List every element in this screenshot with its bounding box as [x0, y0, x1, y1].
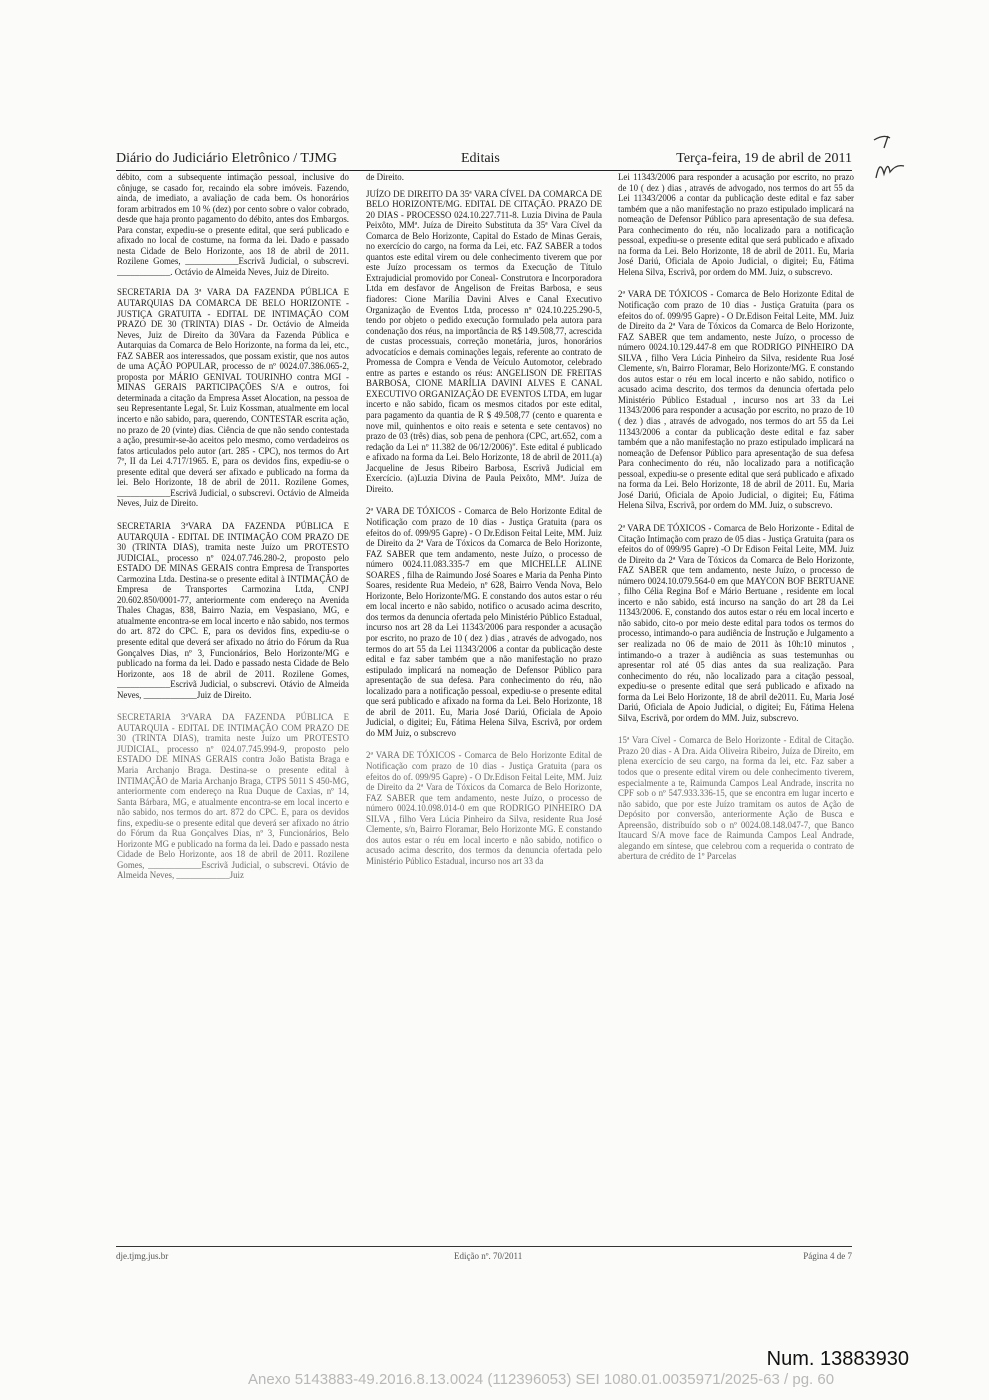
document-number: Num. 13883930: [766, 1348, 909, 1370]
notice-35a-vara-civel: JUÍZO DE DIREITO DA 35ª VARA CÍVEL DA COMARCA DE BELO HORIZONTE/MG. EDITAL DE CITAÇÃO. PRAZO DE 20 DIAS - PROCESSO 024.10.227.711-8. Luzia Divina de Paula Peixôto, MMª. Juíza de Direito Substituta da 35ª Vara Cível da Comarca de Belo Horizonte, Capital do Estado de Minas Gerais, no exercício do cargo, na forma da Lei, etc. FAZ SABER a todos quantos este edital virem ou dele conhecimento tiverem que por este Juízo processam os termos da Execução de Título Extrajudicial promovido por Coneal- Construtora e Incorporadora Ltda em desfavor de Angelison de Freitas Barbosa, e seus fiadores: Cione Marília Davini Alves e Canal Executivo Organização de Eventos Ltda, processo nº 024.10.225.290-5, tendo por objeto o pedido execução formulado pela autora para condenação dos réus, na importância de R$ 149.508,77, acrescida de custas processuais, correção monetária, juros, honorários advocatícios e demais cominações legais, referente ao contrato de Promessa de Compra e Venda de Veículo Automotor, celebrado entre as partes e estando os réus: ANGELISON DE FREITAS BARBOSA, CIONE MARÍLIA DAVINI ALVES E CANAL EXECUTIVO ORGANIZAÇÃO DE EVENTOS LTDA, em lugar incerto e não sabido, ficam os mesmos citados por este edital, para pagamento da quantia de R $ 49.508,77 (cento e quarenta e nove mil, quinhentos e oito reais e setenta e sete centavos) no prazo de 03 (três) dias, sob pena de penhora (CPC, art.652, com a redação da Lei nº 11.382 de 06/12/2006)". Este edital é publicado e afixado na forma da Lei. Belo Horizonte, 18 de abril de 2011.(a) Jacqueline de Jesus Ribeiro Barbosa, Escrivã Judicial em Exercício. (a)Luzia Divina de Paula Peixôto, MMª. Juíza de Direito.: [366, 188, 602, 494]
notice-2a-vara-toxicos-4: 2ª VARA DE TÓXICOS - Comarca de Belo Horizonte - Edital de Citação Intimação com prazo de 05 dias - Justiça Gratuita (para os efeitos do of 099/95 Gapre) -O Dr Edison Feital Leite, MM. Juiz de Direito da 2ª Vara de Tóxicos da Comarca de Belo Horizonte, FAZ SABER que tem andamento, neste Juízo, o processo de número 0024.10.079.564-0 em que MAYCON BOF BERTUANE , filho Célia Regina Bof e Mário Bertuane , residente em local incerto e não sabido, está incurso na sanção do art 28 da Lei 11343/2006. E, constando dos autos estar o réu em local incerto e não sabido, cito-o por meio deste edital para todos os termos do processo, intimando-o para audiência de Instrução e Julgamento a ser realizada no 06 de maio de 2011 às 10h:10 minutos , intimando-o a trazer à audiência as suas testemunhas ou apresentar rol até 05 dias antes da sua realização. Para conhecimento do réu, não localizado para a citação pessoal, expediu-se o presente edital que será publicado e afixado na forma da Lei Belo Horizonte, 18 de abril de2011. Eu, Maria José Dariú, Oficiala de Apoio Judicial, o digitei; Eu, Fátima Helena Silva, Escrivã, por ordem do MM. Juiz, subscrevo.: [618, 522, 854, 723]
page-footer: [116, 1246, 852, 1261]
notice-3a-vara-fazenda-acao-popular: SECRETARIA DA 3ª VARA DA FAZENDA PÚBLICA E AUTARQUIAS DA COMARCA DE BELO HORIZONTE - JUSTIÇA GRATUITA - EDITAL DE INTIMAÇÃO COM PRAZO DE 30 (TRINTA) DIAS - Dr. Octávio de Almeida Neves, Juiz de Direito da 30Vara da Fazenda Pública e Autarquias da Comarca de Belo Horizonte, na forma da lei, etc., FAZ SABER aos interessados, que possam existir, que nos autos de uma AÇÃO POPULAR, processo de nº 0024.07.386.065-2, proposta por MÁRIO GENIVAL TOURINHO contra MGI - MINAS GERAIS PARTICIPAÇÕES S/A e outros, foi determinada a citação da Empresa Asset Alocation, na pessoa de seu Representante Legal, Sr. Luiz Kossman, atualmente em local incerto e não sabido, para, querendo, CONTESTAR escrita ação, no prazo de 20 (vinte) dias. Ciência de que não sendo contestada a ação, presumir-se-ão aceitos pelo mesmo, como verdadeiros os fatos articulados pelo autor (art. 285 - CPC), nos termos do Art 7º, II da Lei 4.717/1965. E, para os devidos fins, expediu-se o presente edital que deverá ser afixado e publicado na forma da lei. Belo Horizonte, 18 de abril de 2011. Rozilene Gomes, ____________Escrivã Judicial, o subscrevi. Octávio de Almeida Neves, Juiz de Direito.: [117, 287, 349, 509]
notice-continuation: de Direito.: [366, 172, 404, 182]
notice-continuation: débito, com a subsequente intimação pessoal, inclusive do cônjuge, se casado for, recaindo ela sobre imóveis. Fazendo, ainda, de imediato, a avaliação de cada bem. Os honorários foram arbitrados em 10 % (dez) por cento sobre o valor cobrado, desde que haja pronto pagamento do débito, antes dos Embargos. Para constar, expediu-se o presente edital, que será publicado e afixado no local de costume, na forma da lei. Dado e passado nesta Cidade de Belo Horizonte, aos 18 de abril de 2011. Rozilene Gomes, ____________Escrivã Judicial, o subscrevi. ____________. Octávio de Almeida Neves, Juiz de Direito.: [117, 172, 349, 277]
header-date: Terça-feira, 19 de abril de 2011: [676, 151, 852, 166]
header-section: Editais: [461, 151, 500, 166]
notice-3a-vara-fazenda-protesto-1: SECRETARIA 3ªVARA DA FAZENDA PÚBLICA E AUTARQUIA - EDITAL DE INTIMAÇÃO COM PRAZO DE 30 (TRINTA DIAS), tramita neste Juízo um PROTESTO JUDICIAL, processo nº 024.07.746.280-2, proposto pelo ESTADO DE MINAS GERAIS contra Empresa de Transportes Carmozina Ltda. Destina-se o presente edital à INTIMAÇÃO de Empresa de Transportes Carmozina Ltda, CNPJ 20.602.850/0001-77, anteriormente com endereço na Avenida Thales Chagas, 838, Bairro Nazia, em Vespasiano, MG, e atualmente encontra-se em local incerto e não sabido, nos termos do art. 872 do CPC. E, para os devidos fins, expediu-se o presente edital que deverá ser afixado no átrio do Fórum da Rua Gonçalves Dias, nº 3, Funcionários, Belo Horizonte/MG e publicado na forma da lei. Dado e passado nesta Cidade de Belo Horizonte, aos 18 de abril de 2011. Rozilene Gomes, ____________Escrivã Judicial, o subscrevi. Otávio de Almeida Neves, ____________Juiz de Direito.: [117, 520, 349, 700]
notice-2a-vara-toxicos-3: 2ª VARA DE TÓXICOS - Comarca de Belo Horizonte Edital de Notificação com prazo de 10 dias - Justiça Gratuita (para os efeitos do of. 099/95 Gapre) - O Dr.Edison Feital Leite, MM. Juiz de Direito da 2ª Vara de Tóxicos da Comarca de Belo Horizonte, FAZ SABER que tem andamento, neste Juízo, o processo de número 0024.10.129.447-8 em que RODRIGO PINHEIRO DA SILVA , filho Vera Lúcia Pinheiro da Silva, residente Rua José Clemente, s/n, Bairro Floramar, Belo Horizonte/MG. E constando dos autos estar o réu em local incerto e não sabido, notifico o acusado acima descrito, dos termos da denuncia ofertada pelo Ministério Público Estadual , incurso nos art 33 da Lei 11343/2006 para responder a acusação por escrito, no prazo de 10 ( dez ) dias , através de advogado, nos termos do art 55 da Lei 11343/2006 a contar da publicação deste edital e faz saber também que a não manifestação no prazo estipulado implicará na nomeação de Defensor Público para apresentação de sua defesa Para conhecimento do réu, não localizado para a notificação pessoal, expediu-se o presente edital que será publicado e afixado na forma da Lei. Belo Horizonte, 18 de abril de 2011. Eu, Maria José Dariú, Oficiala de Apoio Judicial, o digitei; Eu, Fátima Helena Silva, Escrivã, por ordem do MM. Juiz, o subscrevo.: [618, 289, 854, 511]
annex-stamp: Anexo 5143883-49.2016.8.13.0024 (112396053) SEI 1080.01.0035971/2025-63 / pg. 60: [248, 1371, 835, 1388]
notice-3a-vara-fazenda-protesto-2: SECRETARIA 3ªVARA DA FAZENDA PÚBLICA E AUTARQUIA - EDITAL DE INTIMAÇÃO COM PRAZO DE 30 (TRINTA DIAS), tramita neste Juízo um PROTESTO JUDICIAL, processo nº 024.07.745.994-9, proposto pelo ESTADO DE MINAS GERAIS contra João Batista Braga e Maria Archanjo Braga. Destina-se o presente edital à INTIMAÇÃO de Maria Archanjo Braga, CTPS 5011 S 450-MG, anteriormente com endereço na Rua Duque de Caxias, nº 14, Santa Bárbara, MG, e atualmente encontra-se em local incerto e não sabido, nos termos do art. 872 do CPC. E, para os devidos fins, expediu-se o presente edital que deverá ser afixado no átrio do Fórum da Rua Gonçalves Dias, nº 3, Funcionários, Belo Horizonte MG e publicado na forma da lei. Dado e passado nesta Cidade de Belo Horizonte, aos 18 de abril de 2011. Rozilene Gomes, ____________Escrivã Judicial, o subscrevi. Otávio de Almeida Neves, ____________Juiz: [117, 712, 349, 881]
page-header: [116, 148, 852, 171]
column-3: [618, 172, 854, 1242]
notice-continuation: Lei 11343/2006 para responder a acusação por escrito, no prazo de 10 ( dez ) dias , através de advogado, nos termos do art 55 da Lei 11343/2006 a contar da publicação deste edital e faz saber também que a não manifestação no prazo estipulado implicará na nomeação de Defensor Público para apresentação de sua defesa. Para conhecimento do réu, não localizado para a notificação pessoal, expediu-se o presente edital que será publicado e afixado na forma da Lei. Belo Horizonte, 18 de abril de 2011. Eu, Maria José Dariú, Oficiala de Apoio Judicial, o digitei; Eu, Fátima Helena Silva, Escrivã, por ordem do MM. Juiz, o subscrevo.: [618, 172, 854, 277]
footer-site: dje.tjmg.jus.br: [116, 1251, 169, 1261]
notice-2a-vara-toxicos-2: 2ª VARA DE TÓXICOS - Comarca de Belo Horizonte Edital de Notificação com prazo de 10 dias - Justiça Gratuita (para os efeitos do of. 099/95 Gapre) - O Dr.Edison Feital Leite, MM. Juiz de Direito da 2ª Vara de Tóxicos da Comarca de Belo Horizonte, FAZ SABER que tem andamento, neste Juízo, o processo de número 0024.10.098.014-0 em que RODRIGO PINHEIRO DA SILVA , filho Vera Lúcia Pinheiro da Silva, residente Rua José Clemente, s/n, Bairro Floramar, Belo Horizonte MG. E constando dos autos estar o réu em local incerto e não sabido, notifico o acusado acima descrito, dos termos da denuncia ofertada pelo Ministério Público Estadual, incurso nos art 33 da: [366, 750, 602, 866]
header-journal-name: Diário do Judiciário Eletrônico / TJMG: [116, 151, 337, 166]
notice-15a-vara-civel: 15ª Vara Cível - Comarca de Belo Horizonte - Edital de Citação. Prazo 20 dias - A Dra. Aida Oliveira Ribeiro, Juíza de Direito, em plena exercício de seu cargo, na forma da lei, etc. Faz saber a todos que o presente edital virem ou dele conhecimento tiverem, especialmente a te, Raimunda Campos Leal Andrade, inscrita no CPF sob o nº 547.933.336-15, que se encontra em lugar incerto e não sabido, que por este Juízo tramitam os autos de Ação de Depósito por conversão, anteriormente Ação de Busca e Apreensão, distribuído sob o nº 0024.08.148.047-7, que Banco Itaucard S/A move face de Raimunda Campos Leal Andrade, alegando em síntese, que celebrou com a requerida o contrato de abertura de crédito de 1º Parcelas: [618, 735, 854, 862]
handwritten-mark: [870, 130, 910, 190]
footer-edition: Edição nº. 70/2011: [454, 1251, 523, 1261]
column-1: [117, 172, 349, 1242]
notice-2a-vara-toxicos-1: 2ª VARA DE TÓXICOS - Comarca de Belo Horizonte Edital de Notificação com prazo de 10 dias - Justiça Gratuita (para os efeitos do of. 099/95 Gapre) - O Dr.Edison Feital Leite, MM. Juiz de Direito da 2ª Vara de Tóxicos da Comarca de Belo Horizonte, FAZ SABER que tem andamento, neste Juízo, o processo de número 0024.11.083.335-7 em que MICHELLE ALINE SOARES , filha de Raimundo José Soares e Maria da Penha Pinto Soares, residente Rua Medeio, nº 628, Bairro Venda Nova, Belo Horizonte, Belo Horizonte/MG. E constando dos autos estar o réu em local incerto e não sabido, notifico o acusado acima descrito, dos termos da denuncia ofertada pelo Ministério Público Estadual, incurso nos art 28 da Lei 11343/2006 para responder a acusação por escrito, no prazo de 10 ( dez ) dias , através de advogado, nos termos do art 55 da Lei 11343/2006 a contar da publicação deste edital e faz saber também que a não manifestação no prazo estipulado implicará na nomeação de Defensor Público para apresentação de sua defesa. Para conhecimento do réu, não localizado para a notificação pessoal, expediu-se o presente edital que será publicado e afixado na forma da Lei. Belo Horizonte, 18 de abril de 2011. Eu, Maria José Dariú, Oficiala de Apoio Judicial, o digitei; Eu, Fátima Helena Silva, Escrivã, por ordem do MM Juiz, o subscrevo: [366, 506, 602, 738]
column-2: [366, 172, 602, 1242]
footer-page: Página 4 de 7: [803, 1251, 852, 1261]
